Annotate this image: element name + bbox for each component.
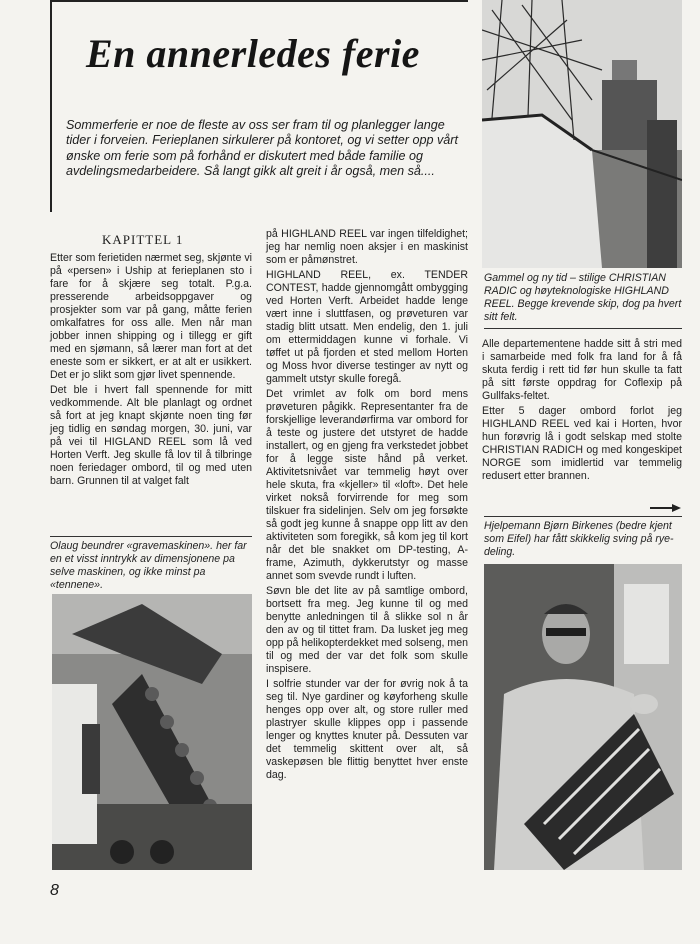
paragraph: på HIGHLAND REEL var ingen tilfeldighet; jeg har nemlig noen aksjer i en maskinist som er påmønstret. [266, 228, 468, 266]
worker-caption: Hjelpemann Bjørn Birkenes (bedre kjent som Eifel) har fått skikkelig sving på rye-deling. [484, 520, 674, 558]
machine-caption: Olaug beundrer «gravemaskinen». her far en et visst inntrykk av dimensjonene pa selve maskinen, og ikke minst pa «tennene». [50, 540, 247, 591]
page-number: 8 [50, 882, 59, 899]
caption-divider [484, 328, 682, 329]
paragraph: Det ble i hvert fall spennende for mitt vedkommende. Alt ble planlagt og ordnet så fort at jeg knapt skjønte noen ting før jeg tidlig en søndag morgen, 30. juni, var på vei til HIGLAND REEL som lå ved Horten Verft. Jeg skulle få lov til å tilbringe noen feriedager ombord, til og med uten barn. Grunnen til at valget falt [50, 384, 252, 487]
continue-arrow-icon [650, 503, 682, 513]
column-2 [266, 228, 468, 784]
chapter-heading: KAPITTEL 1 [102, 232, 184, 247]
ship-photo [482, 0, 682, 268]
paragraph: Etter som ferietiden nærmet seg, skjønte vi på «persen» i Uship at ferieplanen sto i fare for å skjære seg totalt. P.g.a. presserende arbeidsoppgaver og prosjekter som var på gang, måtte ferien omkalfatres for oss alle. Men når man jobber innen shipping og i tillegg er gift med en sjømann, så lærer man fort at det eneste som er sikkert, er at alt er usikkert. Det er jo slikt som gjør livet spennende. [50, 252, 252, 381]
machine-photo [52, 594, 252, 870]
paragraph: Det vrimlet av folk om bord mens prøveturen pågikk. Representanter fra de forskjellige leverandørfirma var ombord for å teste og justere det utstyret de hadde installert, og en gjeng fra verkstedet jobbet for å legge siste hånd på verket. Aktivitetsnivået var temmelig høyt over hele skuta, fra «kjeller» til «loft». Det hele virket nokså forvirrende for meg som tilskuer fra sidelinjen. Selv om jeg forsøkte så godt jeg kunne å snappe opp litt av den aktiviteten som foregikk, så kom jeg til kort når det ble snakket om DP-testing, A-frame, Azimuth, dykkerutstyr og masse annet som svevde rundt i luften. [266, 388, 468, 582]
paragraph: Søvn ble det lite av på samtlige ombord, bortsett fra meg. Jeg kunne til og med benytte anledningen til å slikke sol n år den av og til tittet fram. Da lusket jeg meg opp på helikopterdekket med solseng, men til og med der var det folk som skulle inspisere. [266, 585, 468, 675]
column-1 [50, 252, 252, 490]
paragraph: I solfrie stunder var der for øvrig nok å ta seg til. Nye gardiner og køyforheng skulle henges opp over alt, og store ruller med plastryer skulle klippes opp i passende lenger og knyttes knuter på. Dessuten var det temmelig skittent over alt, så vaskepøsen ble flittig benyttet hver enste dag. [266, 678, 468, 781]
worker-photo [484, 564, 682, 870]
article-intro: Sommerferie er noe de fleste av oss ser fram til og planlegger lange tider i forveien. Ferieplanen sirkulerer på kontoret, og vi setter opp vårt ønske om ferie som på forhånd er diskutert med både familie og avdelingsmedarbeidere. Så langt gikk alt greit i år også, men så.... [66, 118, 458, 178]
paragraph: HIGHLAND REEL, ex. TENDER CONTEST, hadde gjennomgått ombygging ved Horten Verft. Arbeidet hadde lenge vært inne i sluttfasen, og prøveturen var stadig blitt utsatt. Men endelig, den 1. juli om ettermiddagen kunne vi forhale. Vi tøffet ut på fjorden et sted mellom Horten og Moss hvor diverse testinger av nytt og gammelt utstyr skulle foregå. [266, 269, 468, 385]
caption-divider [50, 536, 252, 537]
column-3 [482, 338, 682, 485]
paragraph: Alle departementene hadde sitt å stri med i samarbeide med folk fra land for å få skuta ferdig i rett tid før hun skulle ta fatt på sitt første oppdrag for Coflexip på Gullfaks-feltet. [482, 338, 682, 402]
ship-caption: Gammel og ny tid – stilige CHRISTIAN RADIC og høyteknologiske HIGHLAND REEL. Begge krevende skip, dog pa hvert sitt felt. [484, 272, 682, 323]
caption-divider [484, 516, 682, 517]
article-title: En annerledes ferie [86, 31, 420, 76]
paragraph: Etter 5 dager ombord forlot jeg HIGHLAND REEL ved kai i Horten, hvor hun forøvrig lå i godt selskap med stolte CHRISTIAN RADICH og med kongeskipet NORGE som imidlertid var temmelig redusert etter brannen. [482, 405, 682, 482]
